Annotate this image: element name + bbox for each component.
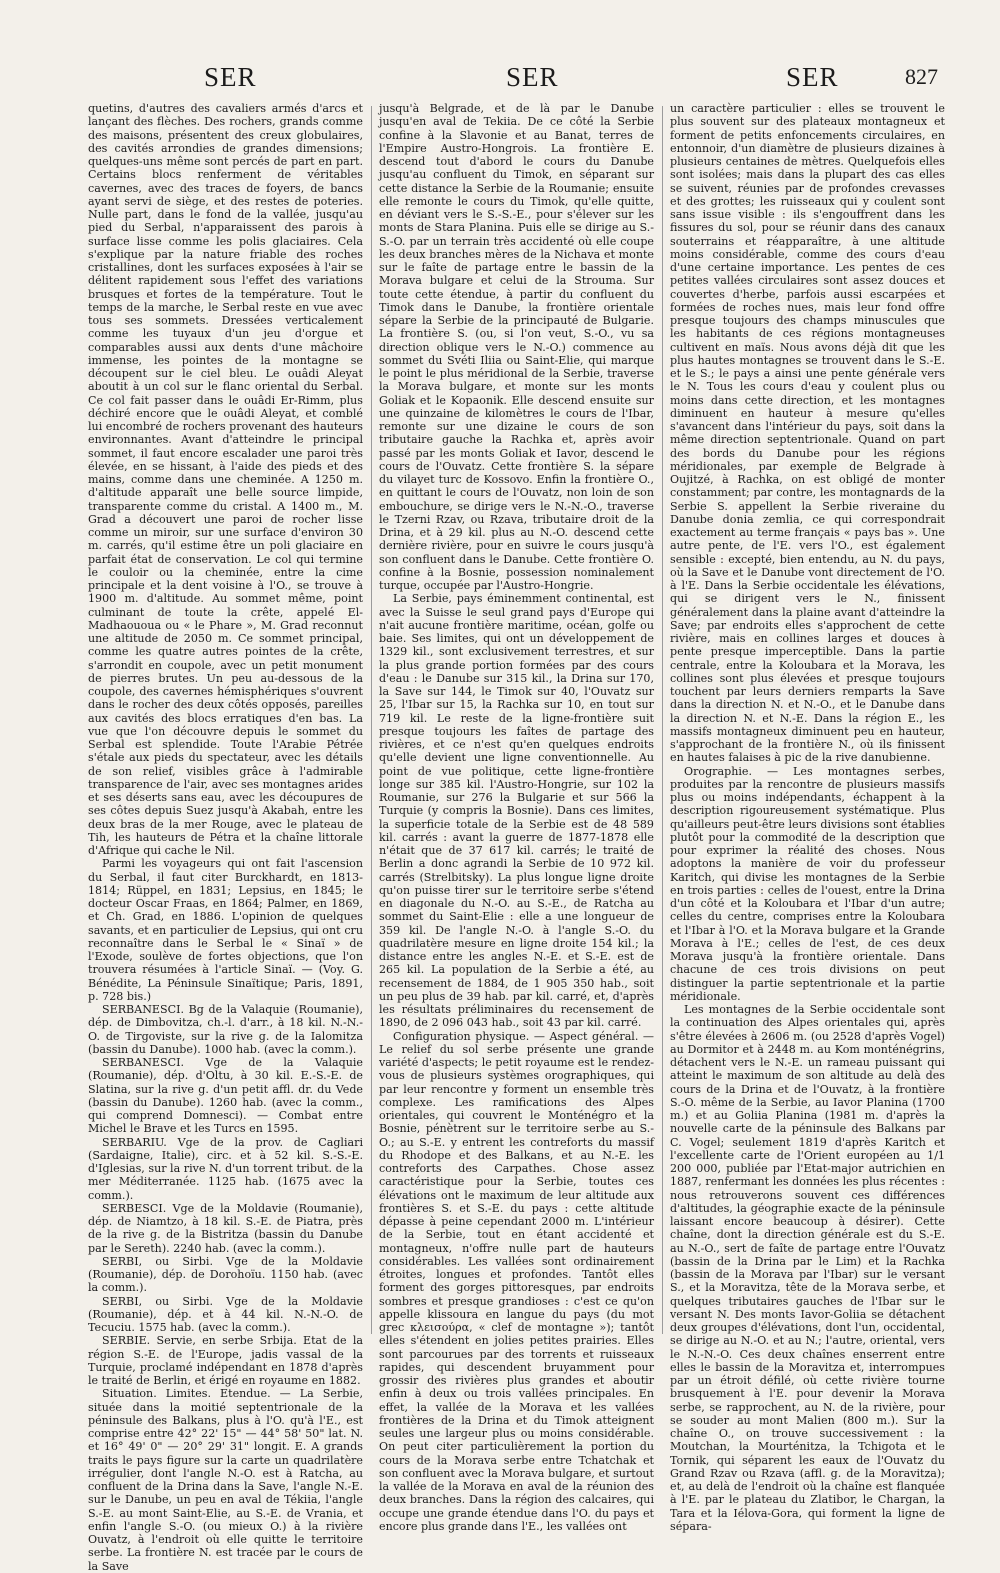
- header-word-left: SER: [204, 62, 257, 92]
- paragraph: quetins, d'autres des cavaliers armés d'arcs et lançant des flèches. Des rochers, grands comme des maisons, présentent des creux globulaires, des cavités arrondies de grandes dimensions; quelques-uns même sont percés de part en part. Certains blocs renferment de véritables cavernes, avec des traces de foyers, de bancs ayant servi de siège, et des restes de poteries. Nulle part, dans le fond de la vallée, jusqu'au pied du Serbal, n'apparaissent des parois à surface lisse comme les polis glaciaires. Cela s'explique par la nature friable des roches cristallines, dont les surfaces exposées à l'air se délitent rapidement sous l'effet des variations brusques et fortes de la température. Tout le temps de la marche, le Serbal reste en vue avec tous ses sommets. Dressées verticalement comme les tuyaux d'un jeu d'orgue et comparables aussi aux dents d'une mâchoire immense, les pointes de la montagne se découpent sur le ciel bleu. Le ouâdi Aleyat aboutit à un col sur le flanc oriental du Serbal. Ce col fait passer dans le ouâdi Er-Rimm, plus déchiré encore que le ouâdi Aleyat, et comblé lui encombré de rochers provenant des hauteurs environnantes. Avant d'atteindre le principal sommet, il faut encore escalader une paroi très élevée, en se hissant, à l'aide des pieds et des mains, comme dans une cheminée. A 1250 m. d'altitude apparaît une belle source limpide, transparente comme du cristal. A 1400 m., M. Grad a découvert une paroi de rocher lisse comme un miroir, sur une surface d'environ 30 m. carrés, qu'il estime être un poli glaciaire en parfait état de conservation. Le col qui termine le couloir ou la cheminée, entre la cime principale et la dent voisine à l'O., se trouve à 1900 m. d'altitude. Au sommet même, point culminant de toute la crête, appelé El-Madhaououa ou « le Phare », M. Grad reconnut une altitude de 2050 m. Ce sommet principal, comme les quatre autres pointes de la crête, s'arrondit en coupole, avec un petit monument de pierres brutes. Un peu au-dessous de la coupole, des cavernes hémisphériques s'ouvrent dans le rocher des deux côtés opposés, pareilles aux cavités des blocs erratiques d'en bas. La vue que l'on découvre depuis le sommet du Serbal est splendide. Toute l'Arabie Pétrée s'étale aux pieds du spectateur, avec les détails de son relief, visibles grâce à l'admirable transparence de l'air, avec ses montagnes arides et ses déserts sans eau, avec les découpures de ses côtes depuis Suez jusqu'à Akabah, entre les deux bras de la mer Rouge, avec le plateau de Tih, les hauteurs de Pétra et la chaîne littorale d'Afrique qui cache le Nil.: [88, 102, 363, 857]
- column-rule: [371, 106, 372, 1334]
- paragraph: Parmi les voyageurs qui ont fait l'ascension du Serbal, il faut citer Burckhardt, en 1813-1814; Rüppel, en 1831; Lepsius, en 1845; le docteur Oscar Fraas, en 1864; Palmer, en 1869, et Ch. Grad, en 1886. L'opinion de quelques savants, et en particulier de Lepsius, qui ont cru reconnaître dans le Serbal le « Sinaï » de l'Exode, soulève de fortes objections, que l'on trouvera résumées à l'article Sinaï. — (Voy. G. Bénédite, La Péninsule Sinaïtique; Paris, 1891, p. 728 bis.): [88, 857, 363, 1003]
- column-1: [88, 102, 363, 1573]
- paragraph: SERBESCI. Vge de la Moldavie (Roumanie), dép. de Niamtzo, à 18 kil. S.-E. de Piatra, près de la rive g. de la Bistritza (bassin du Danube par le Sereth). 2240 hab. (avec la comm.).: [88, 1201, 363, 1255]
- paragraph: jusqu'à Belgrade, et de là par le Danube jusqu'en aval de Tekiia. De ce côté la Serbie confine à la Slavonie et au Banat, terres de l'Empire Austro-Hongrois. La frontière E. descend tout d'abord le cours du Danube jusqu'au confluent du Timok, en séparant sur cette distance la Serbie de la Roumanie; ensuite elle remonte le cours du Timok, qu'elle quitte, en déviant vers le S.-S.-E., pour s'élever sur les monts de Stara Planina. Puis elle se dirige au S.-S.-O. par un terrain très accidenté où elle coupe les deux branches mères de la Nichava et monte sur le faîte de partage entre le bassin de la Morava bulgare et celui de la Strouma. Sur toute cette étendue, à partir du confluent du Timok dans le Danube, la frontière orientale sépare la Serbie de la principauté de Bulgarie. La frontière S. (ou, si l'on veut, S.-O., vu sa direction oblique vers le N.-O.) commence au sommet du Svéti Iliia ou Saint-Elie, qui marque le point le plus méridional de la Serbie, traverse la Morava bulgare, et monte sur les monts Goliak et le Kopaonik. Elle descend ensuite sur une quinzaine de kilomètres le cours de l'Ibar, remonte sur une dizaine le cours de son tributaire gauche la Rachka et, après avoir passé par les monts Goliak et Iavor, descend le cours de l'Ouvatz. Cette frontière S. la sépare du vilayet turc de Kossovo. Enfin la frontière O., en quittant le cours de l'Ouvatz, non loin de son embouchure, se dirige vers le N.-N.-O., traverse le Tzerni Rzav, ou Rzava, tributaire droit de la Drina, et à 29 kil. plus au N.-O. descend cette dernière rivière, pour en suivre le cours jusqu'à son confluent dans le Danube. Cette frontière O. confine à la Bosnie, possession nominalement turque, occupée par l'Austro-Hongrie.: [379, 102, 654, 592]
- paragraph: Situation. Limites. Etendue. — La Serbie, située dans la moitié septentrionale de la péninsule des Balkans, plus à l'O. qu'à l'E., est comprise entre 42° 22' 15" — 44° 58' 50" lat. N. et 16° 49' 0" — 20° 29' 31" longit. E. A grands traits le pays figure sur la carte un quadrilatère irrégulier, dont l'angle N.-O. est à Ratcha, au confluent de la Drina dans la Save, l'angle N.-E. sur le Danube, un peu en aval de Tékiia, l'angle S.-E. au mont Saint-Elie, au S.-E. de Vrania, et enfin l'angle S.-O. (ou mieux O.) à la rivière Ouvatz, à l'endroit où elle quitte le territoire serbe. La frontière N. est tracée par le cours de la Save: [88, 1387, 363, 1573]
- page-number: 827: [905, 64, 938, 89]
- header-word-right: SER: [786, 62, 839, 92]
- column-rule: [662, 106, 663, 1334]
- paragraph: SERBI, ou Sirbi. Vge de la Moldavie (Roumanie), dép. de Dorohoïu. 1150 hab. (avec la comm.).: [88, 1254, 363, 1295]
- paragraph: SERBIE. Servie, en serbe Srbija. Etat de la région S.-E. de l'Europe, jadis vassal de la Turquie, proclamé indépendant en 1878 d'après le traité de Berlin, et érigé en royaume en 1882.: [88, 1334, 363, 1387]
- paragraph: La Serbie, pays éminemment continental, est avec la Suisse le seul grand pays d'Europe qui n'ait aucune frontière maritime, océan, golfe ou baie. Ses limites, qui ont un développement de 1329 kil., sont exclusivement terrestres, et sur la plus grande portion formées par des cours d'eau : le Danube sur 315 kil., la Drina sur 170, la Save sur 144, le Timok sur 40, l'Ouvatz sur 25, l'Ibar sur 15, la Rachka sur 10, en tout sur 719 kil. Le reste de la ligne-frontière suit presque toujours les faîtes de partage des rivières, et ce n'est qu'en quelques endroits qu'elle devient une ligne conventionnelle. Au point de vue politique, cette ligne-frontière longe sur 385 kil. l'Austro-Hongrie, sur 102 la Roumanie, sur 276 la Bulgarie et sur 566 la Turquie (y compris la Bosnie). Dans ces limites, la superficie totale de la Serbie est de 48 589 kil. carrés : avant la guerre de 1877-1878 elle n'était que de 37 617 kil. carrés; le traité de Berlin a donc agrandi la Serbie de 10 972 kil. carrés (Strelbitsky). La plus longue ligne droite qu'on puisse tirer sur le territoire serbe s'étend en diagonale du N.-O. au S.-E., de Ratcha au sommet du Saint-Elie : elle a une longueur de 359 kil. De l'angle N.-O. à l'angle S.-O. du quadrilatère mesure en ligne droite 154 kil.; la distance entre les angles N.-E. et S.-E. est de 265 kil. La population de la Serbie a été, au recensement de 1884, de 1 905 350 hab., soit un peu plus de 39 hab. par kil. carré, et, d'après les résultats préliminaires du recensement de 1890, de 2 096 043 hab., soit 43 par kil. carré.: [379, 592, 654, 1030]
- paragraph: Les montagnes de la Serbie occidentale sont la continuation des Alpes orientales qui, après s'être élevées à 2606 m. (ou 2528 d'après Vogel) au Dormitor et à 2448 m. au Kom monténégrins, détachent vers le N.-E. un rameau puissant qui atteint le maximum de son altitude au delà des cours de la Drina et de l'Ouvatz, à la frontière S.-O. même de la Serbie, au Iavor Planina (1700 m.) et au Goliia Planina (1981 m. d'après la nouvelle carte de la péninsule des Balkans par C. Vogel; seulement 1819 d'après Karitch et l'excellente carte de l'Orient européen au 1/1 200 000, publiée par l'Etat-major autrichien en 1887, renfermant les données les plus récentes : nous retrouverons souvent ces différences d'altitudes, la géographie exacte de la péninsule laissant encore beaucoup à désirer). Cette chaîne, dont la direction générale est du S.-E. au N.-O., sert de faîte de partage entre l'Ouvatz (bassin de la Drina par le Lim) et la Rachka (bassin de la Morava par l'Ibar) sur le versant S., et la Moravitza, tête de la Morava serbe, et quelques tributaires gauches de l'Ibar sur le versant N. Des monts Iavor-Goliia se détachent deux groupes d'élévations, dont l'un, occidental, se dirige au N.-O. et au N.; l'autre, oriental, vers le N.-N.-O. Ces deux chaînes enserrent entre elles le bassin de la Moravitza et, interrompues par un étroit défilé, où cette rivière tourne brusquement à l'E. pour devenir la Morava serbe, se rapprochent, au N. de la rivière, pour se souder au mont Malien (800 m.). Sur la chaîne O., on trouve successivement : la Moutchan, la Mourténitza, la Tchigota et le Tornik, qui séparent les eaux de l'Ouvatz du Grand Rzav ou Rzava (affl. g. de la Moravitza); et, au delà de l'endroit où la chaîne est flanquée à l'E. par le plateau du Zlatibor, le Chargan, la Tara et la Iélova-Gora, qui forment la ligne de sépara-: [670, 1003, 945, 1533]
- paragraph: Orographie. — Les montagnes serbes, produites par la rencontre de plusieurs massifs plus ou moins indépendants, échappent à la description rigoureusement systématique. Plus qu'ailleurs peut-être leurs divisions sont établies plutôt pour la commodité de la description que pour exprimer la réalité des choses. Nous adoptons la manière de voir du professeur Karitch, qui divise les montagnes de la Serbie en trois parties : celles de l'ouest, entre la Drina d'un côté et la Koloubara et l'Ibar d'un autre; celles du centre, comprises entre la Koloubara et l'Ibar à l'O. et la Morava bulgare et la Grande Morava à l'E.; celles de l'est, de ces deux Morava jusqu'à la frontière orientale. Dans chacune de ces trois divisions on peut distinguer la partie septentrionale et la partie méridionale.: [670, 764, 945, 1003]
- text-columns: [88, 102, 945, 1573]
- running-header: [88, 62, 940, 98]
- paragraph: SERBANESCI. Bg de la Valaquie (Roumanie), dép. de Dimbovitza, ch.-l. d'arr., à 18 kil. N.-N.-O. de Tirgoviste, sur la rive g. de la Ialomitza (bassin du Danube). 1000 hab. (avec la comm.).: [88, 1003, 363, 1056]
- column-2: [379, 102, 654, 1533]
- paragraph: SERBARIU. Vge de la prov. de Cagliari (Sardaigne, Italie), circ. et à 52 kil. S.-S.-E. d'Iglesias, sur la rive N. d'un torrent tribut. de la mer Méditerranée. 1125 hab. (1675 avec la comm.).: [88, 1135, 363, 1202]
- paragraph: SERBI, ou Sirbi. Vge de la Moldavie (Roumanie), dép. et à 44 kil. N.-N.-O. de Tecuciu. 1575 hab. (avec la comm.).: [88, 1294, 363, 1334]
- paragraph: Configuration physique. — Aspect général. — Le relief du sol serbe présente une grande variété d'aspects; le petit royaume est le rendez-vous de plusieurs systèmes orographiques, qui par leur rencontre y forment un ensemble très complexe. Les ramifications des Alpes orientales, qui couvrent le Monténégro et la Bosnie, pénètrent sur le territoire serbe au S.-O.; au S.-E. y entrent les contreforts du massif du Rhodope et des Balkans, et au N.-E. les contreforts des Carpathes. Chose assez caractéristique pour la Serbie, toutes ces élévations ont le maximum de leur altitude aux frontières S. et S.-E. du pays : cette altitude dépasse à peine cependant 2000 m. L'intérieur de la Serbie, tout en étant accidenté et montagneux, n'offre nulle part de hauteurs considérables. Les vallées sont ordinairement étroites, longues et profondes. Tantôt elles forment des gorges pittoresques, par endroits sombres et presque grandioses : c'est ce qu'on appelle klissoura en langue du pays (du mot grec κλεισούρα, « clef de montagne »); tantôt elles s'étendent en jolies petites prairies. Elles sont parcourues par des torrents et ruisseaux rapides, qui descendent bruyamment pour grossir des rivières plus grandes et aboutir enfin à deux ou trois vallées principales. En effet, la vallée de la Morava et les vallées frontières de la Drina et du Timok atteignent seules une largeur plus ou moins considérable. On peut citer particulièrement la portion du cours de la Morava serbe entre Tchatchak et son confluent avec la Morava bulgare, et surtout la vallée de la Morava en aval de la réunion des deux branches. Dans la région des calcaires, qui occupe une grande étendue dans l'O. du pays et encore plus grande dans l'E., les vallées ont: [379, 1029, 654, 1533]
- paragraph: SERBANESCI. Vge de la Valaquie (Roumanie), dép. d'Oltu, à 30 kil. E.-S.-E. de Slatina, sur la rive g. d'un petit affl. dr. du Vede (bassin du Danube). 1260 hab. (avec la comm., qui comprend Domnesci). — Combat entre Michel le Brave et les Turcs en 1595.: [88, 1056, 363, 1136]
- column-3: [670, 102, 945, 1533]
- header-word-center: SER: [506, 62, 559, 92]
- paragraph: un caractère particulier : elles se trouvent le plus souvent sur des plateaux montagneux et forment de petits enfoncements circulaires, en entonnoir, d'un diamètre de plusieurs dizaines à plusieurs centaines de mètres. Quelquefois elles sont isolées; mais dans la plupart des cas elles se suivent, réunies par de profondes crevasses et des grottes; les ruisseaux qui y coulent sont sans issue visible : ils s'engouffrent dans les fissures du sol, pour se réunir dans des canaux souterrains et réapparaître, à une altitude moins considérable, comme des cours d'eau d'une certaine importance. Les pentes de ces petites vallées circulaires sont assez douces et couvertes d'herbe, parfois aussi escarpées et formées de roches nues, mais leur fond offre presque toujours des champs minuscules que les habitants de ces régions montagneuses cultivent en maïs. Nous avons déjà dit que les plus hautes montagnes se trouvent dans le S.-E. et le S.; le pays a ainsi une pente générale vers le N. Tous les cours d'eau y coulent plus ou moins dans cette direction, et les montagnes diminuent en hauteur à mesure qu'elles s'avancent dans l'intérieur du pays, soit dans la même direction septentrionale. Quand on part des bords du Danube pour les régions méridionales, par exemple de Belgrade à Oujitzé, à Rachka, on est obligé de monter constamment; par contre, les montagnards de la Serbie S. appellent la Serbie riveraine du Danube donia zemlia, ce qui correspondrait exactement au terme français « pays bas ». Une autre pente, de l'E. vers l'O., est également sensible : excepté, bien entendu, au N. du pays, où la Save et le Danube vont directement de l'O. à l'E. Dans la Serbie occidentale les élévations, qui se dirigent vers le N., finissent généralement dans la plaine avant d'atteindre la Save; par endroits elles s'approchent de cette rivière, mais en collines larges et douces à pente presque imperceptible. Dans la partie centrale, entre la Koloubara et la Morava, les collines sont plus élevées et presque toujours touchent par leurs derniers remparts la Save dans la direction N. et N.-O., et le Danube dans la direction N. et N.-E. Dans la région E., les massifs montagneux diminuent peu en hauteur, s'approchant de la frontière N., où ils finissent en hautes falaises à pic de la rive danubienne.: [670, 102, 945, 765]
